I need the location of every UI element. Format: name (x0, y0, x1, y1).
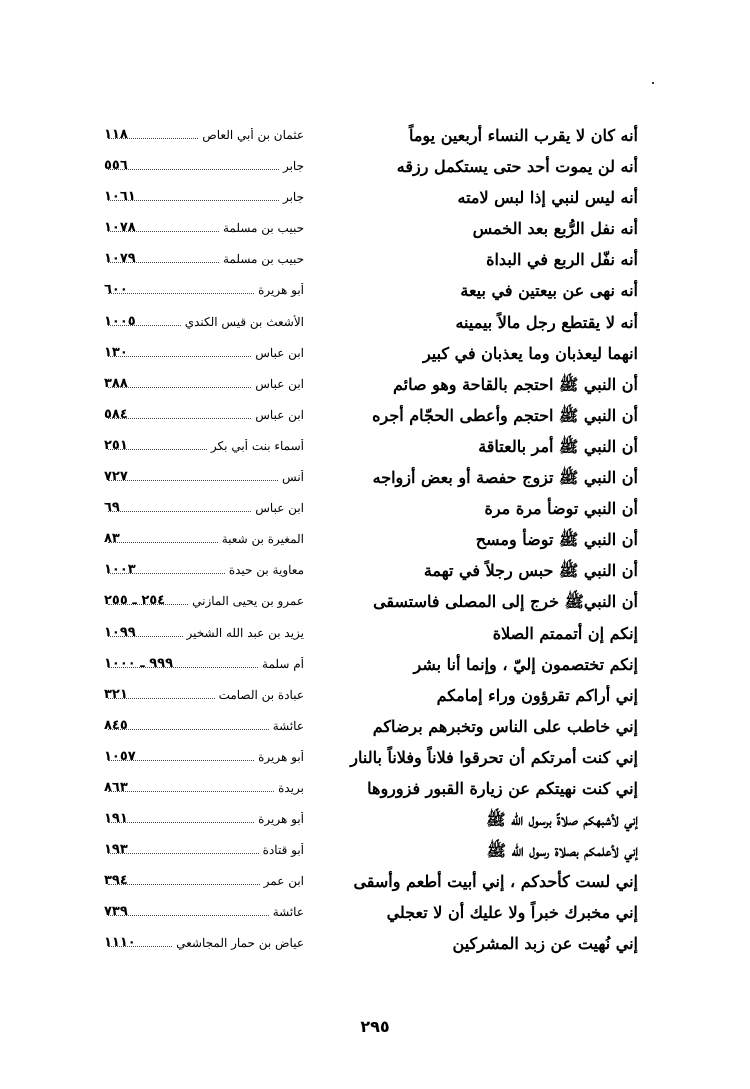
page-reference: ٧٢٧ (104, 469, 128, 485)
index-row (0, 806, 750, 837)
page-reference: ٨٣ (104, 531, 120, 547)
narrator-name: عبادة بن الصامت (218, 687, 304, 702)
index-row (0, 713, 750, 744)
narrator-name: يزيد بن عبد الله الشخير (186, 625, 304, 640)
page-reference: ٥٨٤ (104, 406, 128, 422)
dot-leader (108, 534, 218, 543)
hadith-text: أنه نهى عن بيعتين في بيعة (460, 281, 638, 301)
index-row (0, 557, 750, 588)
page-reference: ١٩٣ (104, 842, 128, 858)
narrator-name: ابن عباس (255, 345, 304, 360)
index-row (0, 682, 750, 713)
page-reference: ٦٠٠ (104, 282, 128, 298)
index-row (0, 837, 750, 868)
page-reference: ١٠٥٧ (104, 748, 136, 764)
hadith-text: إني لست كأحدكم ، إني أبيت أطعم وأسقى (353, 872, 638, 892)
hadith-text: إني أراكم تقرؤون وراء إمامكم (436, 685, 638, 705)
narrator-name: عثمان بن أبي العاص (202, 128, 304, 142)
index-row (0, 371, 750, 402)
hadith-text: إنكم تختصمون إليّ ، وإنما أنا بشر (413, 654, 638, 674)
page-reference: ٨٤٥ (104, 717, 128, 733)
page-reference: ٨٦٣ (104, 779, 128, 795)
narrator-cell (104, 128, 304, 142)
hadith-text: أنه لن يموت أحد حتى يستكمل رزقه (396, 157, 638, 177)
narrator-cell (104, 532, 304, 546)
index-row (0, 495, 750, 526)
narrator-name: جابر (282, 159, 304, 174)
dot-leader (108, 285, 254, 294)
narrator-cell (104, 874, 304, 888)
narrator-name: عائشة (272, 905, 304, 920)
index-row (0, 402, 750, 433)
narrator-cell (104, 470, 304, 484)
hadith-text: إني كنت نهيتكم عن زيارة القبور فزوروها (367, 778, 638, 798)
page-reference: ٢٥١ (104, 437, 128, 453)
narrator-cell (104, 812, 304, 826)
index-row (0, 868, 750, 899)
narrator-name: حبيب بن مسلمة (222, 221, 304, 236)
page-reference: ١٠٧٨ (104, 220, 136, 236)
narrator-name: بريدة (278, 780, 304, 795)
narrator-name: أبو قتادة (262, 843, 304, 858)
page-reference: ١١١٠ (104, 935, 136, 951)
narrator-cell (104, 408, 304, 422)
narrator-name: حبيب بن مسلمة (222, 252, 304, 267)
dot-leader (108, 845, 259, 854)
hadith-text: أن النبي ﷺ أمر بالعتاقة (478, 436, 638, 456)
hadith-text: إني لأعلمكم بصلاة رسول الله ﷺ (486, 841, 638, 861)
narrator-cell (104, 905, 304, 919)
narrator-name: المغيرة بن شعبة (221, 532, 304, 547)
hadith-text: إني نُهيت عن زبد المشركين (452, 934, 638, 954)
narrator-name: أم سلمة (262, 656, 304, 671)
narrator-name: ابن عمر (263, 874, 304, 889)
dot-leader (108, 876, 260, 885)
hadith-text: انهما ليعذبان وما يعذبان في كبير (422, 343, 638, 363)
narrator-cell (104, 439, 304, 453)
dot-leader (108, 161, 279, 170)
index-row (0, 277, 750, 308)
page-reference: ٧٣٩ (104, 904, 128, 920)
narrator-name: عياض بن حمار المجاشعي (176, 936, 304, 951)
index-row (0, 526, 750, 557)
page-reference: ١٠٦١ (104, 189, 136, 205)
index-row (0, 651, 750, 682)
hadith-text: إنكم إن أتممتم الصلاة (492, 623, 638, 643)
narrator-name: معاوية بن حيدة (228, 563, 304, 578)
narrator-cell (104, 377, 304, 391)
page-reference: ١٠٠٣ (104, 562, 136, 578)
dot-leader (108, 907, 269, 916)
dot-leader (108, 814, 254, 823)
page-reference: ٣٩٤ (104, 873, 128, 889)
narrator-cell (104, 781, 304, 795)
hadith-text: أنه نفل الرُّبع بعد الخمس (472, 219, 638, 239)
index-row (0, 899, 750, 930)
hadith-text: أن النبي ﷺ توضأ ومسح (475, 530, 638, 550)
page-reference: ٥٥٦ (104, 158, 128, 174)
narrator-cell (104, 719, 304, 733)
page-reference: ٢٥٤ ـ ٢٥٥ (104, 593, 166, 609)
hadith-text: أن النبي ﷺ احتجم وأعطى الحجّام أجره (372, 405, 638, 425)
narrator-cell (104, 843, 304, 857)
index-row (0, 433, 750, 464)
page-reference: ٣٢١ (104, 686, 128, 702)
narrator-name: أنس (282, 470, 304, 485)
dot-leader (108, 503, 251, 512)
page-reference: ١١٨ (104, 127, 128, 142)
page-reference: ١٠٩٩ (104, 624, 136, 640)
narrator-name: أبو هريرة (258, 283, 304, 298)
narrator-name: جابر (282, 190, 304, 205)
narrator-name: ابن عباس (255, 376, 304, 391)
narrator-name: ابن عباس (255, 407, 304, 422)
page-reference: ١٣٠ (104, 344, 128, 360)
index-row (0, 464, 750, 495)
narrator-name: ابن عباس (255, 501, 304, 516)
index-row (0, 215, 750, 246)
dot-leader (108, 409, 251, 418)
dot-leader (108, 720, 269, 729)
narrator-name: أسماء بنت أبي بكر (210, 438, 304, 453)
index-row (0, 122, 750, 153)
hadith-text: إني خاطب على الناس وتخبرهم برضاكم (372, 716, 638, 736)
narrator-cell (104, 283, 304, 297)
hadith-text: أنه ليس لنبي إذا لبس لامته (457, 188, 638, 208)
narrator-cell (104, 159, 304, 173)
index-row (0, 153, 750, 184)
index-row (0, 620, 750, 651)
narrator-name: عمرو بن يحيى المازني (192, 594, 304, 609)
index-row (0, 744, 750, 775)
page-reference: ٣٨٨ (104, 375, 128, 391)
hadith-text: إني كنت أمرتكم أن تحرقوا فلاناً وفلاناً بالنار (350, 747, 638, 767)
hadith-text: أن النبي توضأ مرة مرة (484, 499, 638, 519)
dot-leader (108, 783, 274, 792)
hadith-text: أن النبي ﷺ تزوج حفصة أو بعض أزواجه (372, 468, 638, 488)
hadith-text: أن النبي ﷺ حبس رجلاً في تهمة (423, 561, 638, 581)
page-reference: ١٠٠٥ (104, 313, 136, 329)
index-row (0, 184, 750, 215)
page-reference: ٦٩ (104, 500, 120, 516)
index-row (0, 246, 750, 277)
narrator-cell (104, 346, 304, 360)
narrator-cell (104, 688, 304, 702)
dot-leader (108, 378, 251, 387)
narrator-cell (104, 501, 304, 515)
hadith-text: أن النبيﷺ خرج إلى المصلى فاستسقى (373, 592, 638, 612)
scan-mark (652, 82, 654, 84)
index-row (0, 588, 750, 619)
hadith-text: أن النبي ﷺ احتجم بالقاحة وهو صائم (392, 374, 638, 394)
hadith-text: إني لأشبهكم صلاةً برسول الله ﷺ (486, 810, 638, 830)
dot-leader (108, 347, 251, 356)
page-reference: ١٠٧٩ (104, 251, 136, 267)
hadith-text: إني مخبرك خبراً ولا عليك أن لا تعجلي (386, 903, 638, 923)
page-number: ٢٩٥ (360, 1017, 390, 1036)
narrator-name: الأشعث بن قيس الكندي (184, 314, 304, 329)
index-row (0, 775, 750, 806)
hadith-text: أنه نفّل الربع في البداة (486, 250, 638, 270)
page-reference: ١٩١ (104, 811, 128, 827)
hadith-text: أنه كان لا يقرب النساء أربعين يوماً (408, 126, 638, 145)
index-row (0, 309, 750, 340)
narrator-name: عائشة (272, 718, 304, 733)
hadith-index-list (0, 122, 750, 962)
dot-leader (108, 472, 278, 481)
page-reference: ٩٩٩ ـ ١٠٠٠ (104, 655, 174, 671)
index-row (0, 930, 750, 961)
narrator-name: أبو هريرة (258, 812, 304, 827)
index-row (0, 340, 750, 371)
hadith-text: أنه لا يقتطع رجل مالاً بيمينه (455, 312, 638, 332)
narrator-name: أبو هريرة (258, 749, 304, 764)
